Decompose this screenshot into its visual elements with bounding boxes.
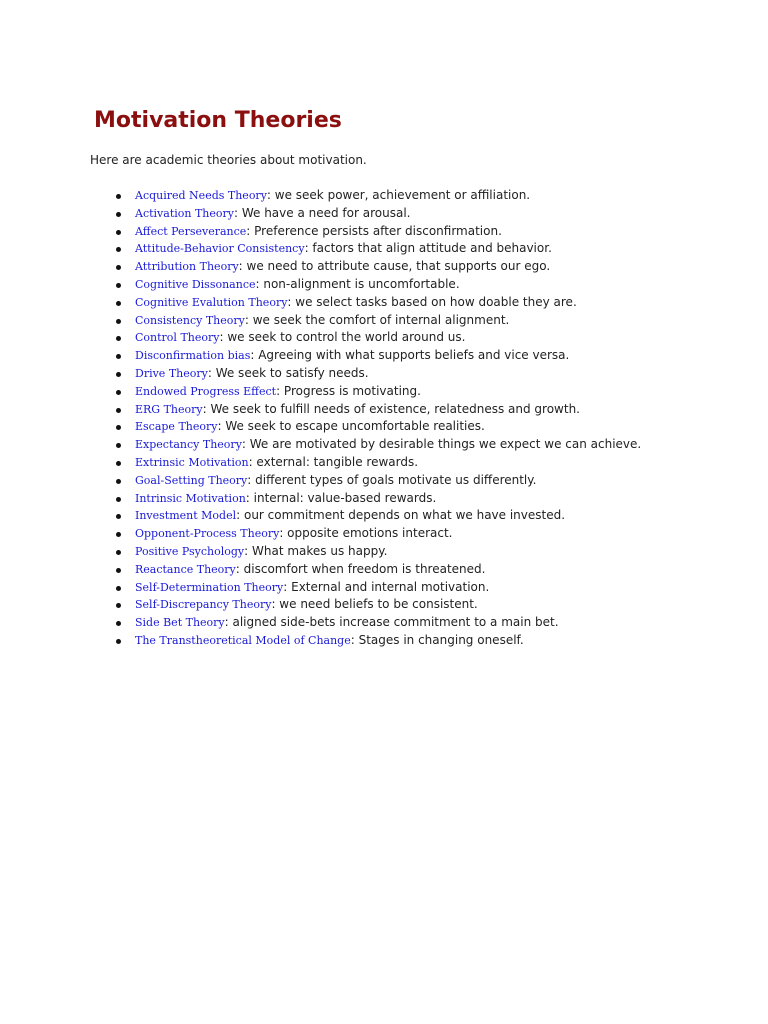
list-item — [110, 365, 641, 383]
theory-description: : our commitment depends on what we have invested. — [236, 508, 566, 523]
page-title: Motivation Theories — [94, 108, 342, 133]
theory-link[interactable]: Affect Perseverance — [135, 224, 247, 238]
theory-description: : we seek to control the world around us. — [219, 330, 466, 345]
theory-link[interactable]: Investment Model — [135, 509, 237, 523]
bullet-icon — [116, 336, 121, 341]
list-item — [110, 579, 641, 597]
list-item — [110, 258, 641, 276]
theory-description: : we select tasks based on how doable they are. — [287, 294, 577, 309]
theory-description: : What makes us happy. — [244, 543, 388, 558]
list-item — [110, 240, 641, 258]
theory-link[interactable]: Escape Theory — [135, 420, 218, 434]
bullet-icon — [116, 443, 121, 448]
list-item — [110, 276, 641, 294]
bullet-icon — [116, 390, 121, 395]
bullet-icon — [116, 514, 121, 519]
theory-description: : We seek to satisfy needs. — [207, 365, 369, 380]
list-item — [110, 490, 641, 508]
theory-description: : We seek to fulfill needs of existence, relatedness and growth. — [202, 401, 580, 416]
theory-description: : we seek the comfort of internal alignment. — [244, 312, 510, 327]
theory-link[interactable]: Control Theory — [135, 331, 220, 345]
bullet-icon — [116, 603, 121, 608]
theory-description: : discomfort when freedom is threatened. — [235, 561, 486, 576]
bullet-icon — [116, 247, 121, 252]
list-item — [110, 632, 641, 650]
theory-description: : Stages in changing oneself. — [350, 632, 524, 647]
theory-description: : we need to attribute cause, that supports our ego. — [238, 259, 551, 274]
bullet-icon — [116, 230, 121, 235]
bullet-icon — [116, 194, 121, 199]
theory-link[interactable]: Disconfirmation bias — [135, 349, 251, 363]
theory-link[interactable]: Opponent-Process Theory — [135, 527, 280, 541]
theory-link[interactable]: ERG Theory — [135, 402, 203, 416]
list-item — [110, 312, 641, 330]
theory-link[interactable]: Side Bet Theory — [135, 616, 225, 630]
list-item — [110, 614, 641, 632]
bullet-icon — [116, 212, 121, 217]
theory-description: : we need beliefs to be consistent. — [271, 597, 478, 612]
list-item — [110, 205, 641, 223]
theory-description: : non-alignment is uncomfortable. — [255, 276, 460, 291]
list-item — [110, 507, 641, 525]
bullet-icon — [116, 265, 121, 270]
list-item — [110, 454, 641, 472]
bullet-icon — [116, 497, 121, 502]
list-item — [110, 383, 641, 401]
bullet-icon — [116, 372, 121, 377]
theory-link[interactable]: Consistency Theory — [135, 313, 245, 327]
theory-link[interactable]: Cognitive Evalution Theory — [135, 295, 288, 309]
list-item — [110, 543, 641, 561]
theory-description: : We are motivated by desirable things we expect we can achieve. — [241, 437, 642, 452]
theory-description: : we seek power, achievement or affiliation. — [266, 188, 531, 202]
bullet-icon — [116, 301, 121, 306]
list-item — [110, 294, 641, 312]
list-item — [110, 223, 641, 241]
list-item — [110, 187, 641, 205]
list-item — [110, 525, 641, 543]
theory-link[interactable]: The Transtheoretical Model of Change — [135, 633, 351, 647]
list-item — [110, 347, 641, 365]
bullet-icon — [116, 586, 121, 591]
theory-description: : internal: value-based rewards. — [245, 490, 437, 505]
theory-description: : We have a need for arousal. — [233, 205, 411, 220]
theory-link[interactable]: Activation Theory — [135, 206, 234, 220]
theory-link[interactable]: Endowed Progress Effect — [135, 384, 277, 398]
theory-link[interactable]: Intrinsic Motivation — [135, 491, 246, 505]
bullet-icon — [116, 461, 121, 466]
theory-link[interactable]: Cognitive Dissonance — [135, 277, 256, 291]
theory-link[interactable]: Self-Determination Theory — [135, 580, 284, 594]
theory-link[interactable]: Attribution Theory — [135, 260, 239, 274]
intro-text: Here are academic theories about motivation. — [90, 153, 367, 167]
bullet-icon — [116, 550, 121, 555]
bullet-icon — [116, 479, 121, 484]
theory-link[interactable]: Expectancy Theory — [135, 438, 242, 452]
list-item — [110, 436, 641, 454]
bullet-icon — [116, 425, 121, 430]
list-item — [110, 329, 641, 347]
list-item — [110, 401, 641, 419]
bullet-icon — [116, 283, 121, 288]
bullet-icon — [116, 532, 121, 537]
list-item — [110, 472, 641, 490]
theory-link[interactable]: Reactance Theory — [135, 562, 236, 576]
theory-link[interactable]: Drive Theory — [135, 366, 208, 380]
theory-description: : Agreeing with what supports beliefs and vice versa. — [250, 348, 570, 363]
theory-link[interactable]: Acquired Needs Theory — [135, 189, 267, 202]
theory-description: : factors that align attitude and behavior. — [304, 241, 552, 256]
theory-description: : different types of goals motivate us differently. — [247, 472, 537, 487]
bullet-icon — [116, 354, 121, 359]
theory-link[interactable]: Attitude-Behavior Consistency — [135, 242, 305, 256]
theory-description: : aligned side-bets increase commitment to a main bet. — [224, 615, 559, 630]
bullet-icon — [116, 319, 121, 324]
list-item — [110, 596, 641, 614]
theory-link[interactable]: Positive Psychology — [135, 544, 245, 558]
theory-description: : Progress is motivating. — [276, 383, 421, 398]
theory-link[interactable]: Extrinsic Motivation — [135, 455, 249, 469]
theory-description: : External and internal motivation. — [283, 579, 490, 594]
theory-description: : We seek to escape uncomfortable realities. — [217, 419, 485, 434]
theory-description: : external: tangible rewards. — [248, 454, 419, 469]
bullet-icon — [116, 639, 121, 644]
list-item — [110, 418, 641, 436]
theory-list — [110, 187, 641, 650]
bullet-icon — [116, 408, 121, 413]
theory-description: : opposite emotions interact. — [279, 526, 453, 541]
bullet-icon — [116, 621, 121, 626]
bullet-icon — [116, 568, 121, 573]
theory-description: : Preference persists after disconfirmation. — [246, 223, 502, 238]
theory-link[interactable]: Goal-Setting Theory — [135, 473, 248, 487]
list-item — [110, 561, 641, 579]
theory-link[interactable]: Self-Discrepancy Theory — [135, 598, 272, 612]
